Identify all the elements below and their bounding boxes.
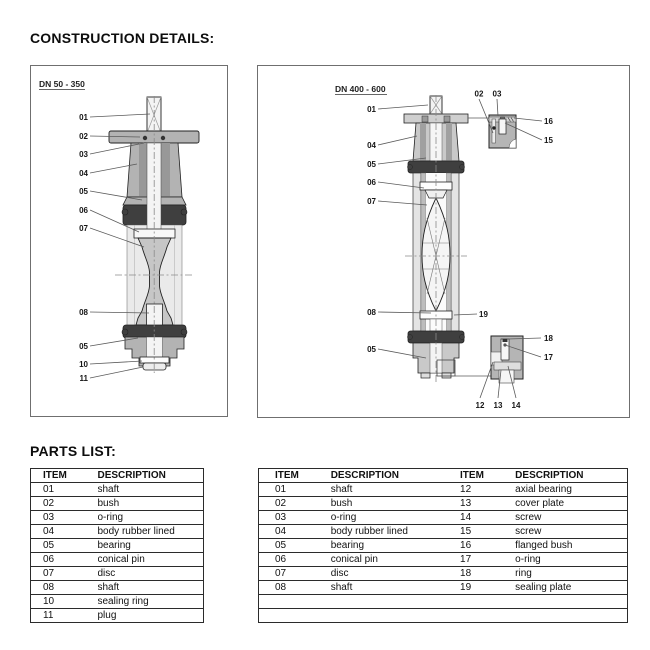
- callout-01: 01: [367, 104, 376, 114]
- table-row: [31, 553, 204, 567]
- description-cell: body rubber lined: [331, 525, 460, 539]
- callout-02: 02: [79, 131, 88, 141]
- table-row: [31, 497, 204, 511]
- item-cell: 10: [31, 595, 98, 609]
- callout-12: 12: [475, 400, 485, 410]
- item-cell: 01: [259, 483, 331, 497]
- parts-list-title: PARTS LIST:: [30, 443, 116, 459]
- callout-16: 16: [544, 116, 553, 126]
- item-cell: 07: [31, 567, 98, 581]
- empty-row: [259, 609, 628, 623]
- callout-11: 11: [79, 373, 88, 383]
- description-cell: disc: [331, 567, 460, 581]
- description-cell-2: sealing plate: [515, 581, 627, 595]
- table-row: [31, 483, 204, 497]
- parts-table-left: [30, 468, 204, 623]
- item-cell: 08: [259, 581, 331, 595]
- item-cell: 01: [31, 483, 98, 497]
- item-header-2: ITEM: [460, 469, 515, 483]
- callout-10: 10: [79, 359, 88, 369]
- callout-06: 06: [79, 205, 88, 215]
- diagram-panel-dn400-600: [257, 65, 630, 418]
- empty-cell: [331, 609, 460, 623]
- description-cell-2: o-ring: [515, 553, 627, 567]
- body-wall-left: [413, 173, 421, 331]
- description-cell: conical pin: [331, 553, 460, 567]
- callout-13: 13: [493, 400, 503, 410]
- o-ring-03: [492, 126, 495, 129]
- description-cell-2: ring: [515, 567, 627, 581]
- item-cell: 07: [259, 567, 331, 581]
- item-cell-2: 14: [460, 511, 515, 525]
- callout-07: 07: [79, 223, 88, 233]
- empty-cell: [259, 595, 331, 609]
- table-row: [259, 525, 628, 539]
- o-ring-right: [161, 136, 165, 140]
- callout-15: 15: [544, 135, 553, 145]
- item-cell: 11: [31, 609, 98, 623]
- table-row: [31, 567, 204, 581]
- construction-details-title: CONSTRUCTION DETAILS:: [30, 30, 215, 46]
- valve-cross-section: [109, 96, 199, 373]
- table-row: [259, 567, 628, 581]
- item-header: ITEM: [259, 469, 331, 483]
- callout-05: 05: [79, 186, 88, 196]
- callout-17: 17: [544, 352, 553, 362]
- description-cell: o-ring: [98, 511, 204, 525]
- callout-06: 06: [367, 177, 376, 187]
- description-cell-2: screw: [515, 511, 627, 525]
- callout-19: 19: [479, 309, 488, 319]
- item-cell: 04: [259, 525, 331, 539]
- table-row: [31, 581, 204, 595]
- callout-labels: [367, 90, 553, 410]
- callout-02: 02: [474, 89, 484, 99]
- empty-cell: [259, 609, 331, 623]
- callout-08: 08: [367, 307, 376, 317]
- callout-03: 03: [492, 89, 502, 99]
- description-cell: shaft: [98, 581, 204, 595]
- screw-area: [501, 339, 509, 360]
- table-row: [31, 511, 204, 525]
- empty-cell: [515, 595, 627, 609]
- valve-drawing-dn400-600: [258, 66, 629, 417]
- table-row: [259, 539, 628, 553]
- item-header: ITEM: [31, 469, 98, 483]
- parts-table-right: [258, 468, 628, 623]
- empty-cell: [460, 609, 515, 623]
- description-header: DESCRIPTION: [98, 469, 204, 483]
- description-cell: bush: [331, 497, 460, 511]
- table-row: [259, 497, 628, 511]
- item-cell: 02: [31, 497, 98, 511]
- item-cell-2: 17: [460, 553, 515, 567]
- empty-row: [259, 595, 628, 609]
- table-row: [259, 511, 628, 525]
- screw-15: [499, 119, 506, 134]
- table-row: [259, 581, 628, 595]
- callout-labels: [79, 113, 88, 383]
- description-cell: shaft: [98, 483, 204, 497]
- callout-14: 14: [511, 400, 521, 410]
- callout-07: 07: [367, 196, 376, 206]
- valve-cross-section: [404, 95, 468, 383]
- table-row: [31, 539, 204, 553]
- callout-05b: 05: [367, 344, 376, 354]
- item-cell-2: 19: [460, 581, 515, 595]
- body-wall-right: [451, 173, 459, 331]
- callout-04: 04: [367, 140, 376, 150]
- valve-drawing-dn50-350: [31, 66, 227, 416]
- item-cell-2: 16: [460, 539, 515, 553]
- item-cell: 02: [259, 497, 331, 511]
- item-cell: 05: [31, 539, 98, 553]
- empty-cell: [331, 595, 460, 609]
- item-cell: 04: [31, 525, 98, 539]
- table-header-row: [259, 469, 628, 483]
- description-cell: conical pin: [98, 553, 204, 567]
- item-cell-2: 18: [460, 567, 515, 581]
- table-row: [31, 609, 204, 623]
- empty-cell: [515, 609, 627, 623]
- ring-18: [503, 339, 508, 342]
- callout-05: 05: [367, 159, 376, 169]
- table-row: [259, 483, 628, 497]
- item-cell: 03: [259, 511, 331, 525]
- description-cell: body rubber lined: [98, 525, 204, 539]
- description-cell: bearing: [331, 539, 460, 553]
- detail-inset-bottom: [455, 336, 523, 383]
- o-ring-left: [143, 136, 147, 140]
- callout-04: 04: [79, 168, 88, 178]
- description-cell: disc: [98, 567, 204, 581]
- description-header: DESCRIPTION: [331, 469, 460, 483]
- item-cell: 06: [259, 553, 331, 567]
- table-header-row: [31, 469, 204, 483]
- table-row: [31, 595, 204, 609]
- description-header-2: DESCRIPTION: [515, 469, 627, 483]
- callout-08: 08: [79, 307, 88, 317]
- description-cell: plug: [98, 609, 204, 623]
- axial-bearing: [494, 362, 521, 370]
- description-cell: shaft: [331, 483, 460, 497]
- empty-cell: [460, 595, 515, 609]
- description-cell: sealing ring: [98, 595, 204, 609]
- dn-range-label: DN 400 - 600: [335, 84, 386, 94]
- callout-03: 03: [79, 149, 88, 159]
- callout-01: 01: [79, 112, 88, 122]
- description-cell-2: screw: [515, 525, 627, 539]
- description-cell-2: axial bearing: [515, 483, 627, 497]
- table-row: [259, 553, 628, 567]
- dn-range-label: DN 50 - 350: [39, 79, 85, 89]
- description-cell-2: cover plate: [515, 497, 627, 511]
- description-cell: bearing: [98, 539, 204, 553]
- description-cell: bush: [98, 497, 204, 511]
- callout-05b: 05: [79, 341, 88, 351]
- item-cell-2: 12: [460, 483, 515, 497]
- item-cell: 06: [31, 553, 98, 567]
- table-row: [31, 525, 204, 539]
- description-cell-2: flanged bush: [515, 539, 627, 553]
- diagram-panel-dn50-350: [30, 65, 228, 417]
- item-cell-2: 13: [460, 497, 515, 511]
- description-cell: o-ring: [331, 511, 460, 525]
- item-cell-2: 15: [460, 525, 515, 539]
- item-cell: 03: [31, 511, 98, 525]
- item-cell: 05: [259, 539, 331, 553]
- item-cell: 08: [31, 581, 98, 595]
- description-cell: shaft: [331, 581, 460, 595]
- callout-18: 18: [544, 333, 553, 343]
